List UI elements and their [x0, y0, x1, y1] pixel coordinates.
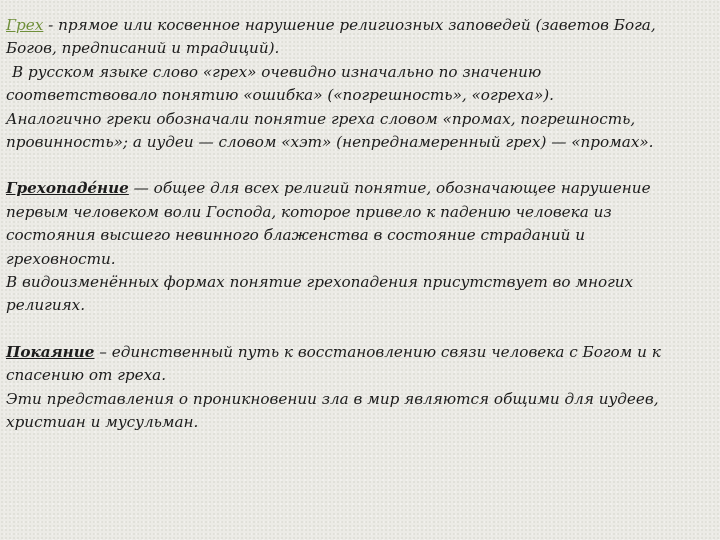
fall-line-3: состояния высшего невинного блаженства в состояние страданий и — [6, 226, 586, 245]
fall-line-5: В видоизменённых формах понятие грехопадения присутствует во многих — [6, 273, 634, 292]
paragraph-gap — [6, 154, 712, 177]
sin-line-5: Аналогично греки обозначали понятие греха словом «промах, погрешность, — [6, 109, 636, 128]
repentance-line-3: Эти представления о проникновении зла в мир являются общими для иудеев, — [6, 389, 659, 408]
fall-line-2: первым человеком воли Господа, которое привело к падению человека из — [6, 202, 612, 221]
repentance-line-1 — [6, 341, 712, 364]
sin-line-1 — [6, 14, 712, 37]
paragraph-gap — [6, 318, 712, 341]
repentance-line-2: спасению от греха. — [6, 366, 167, 385]
repentance-line-1-text: – единственный путь к восстановлению связи человека с Богом и к — [94, 342, 661, 361]
sin-line-6: провинность»; а иудеи — словом «хэт» (непреднамеренный грех) — «промах». — [6, 133, 654, 152]
definition-repentance — [6, 341, 712, 435]
fall-term: Грехопаде́ние — [6, 179, 129, 198]
fall-line-1-text: — общее для всех религий понятие, обозначающее нарушение — [128, 179, 651, 198]
sin-line-3: В русском языке слово «грех» очевидно изначально по значению — [12, 62, 542, 81]
sin-line-1-text: - прямое или косвенное нарушение религиозных заповедей (заветов Бога, — [43, 16, 656, 34]
fall-line-4: греховности. — [6, 249, 116, 268]
repentance-term: Покаяние — [6, 342, 95, 361]
definition-fall — [6, 177, 712, 317]
slide-text — [6, 14, 712, 435]
fall-line-1 — [6, 177, 712, 200]
sin-term-link[interactable]: Грех — [6, 16, 44, 34]
repentance-line-4: христиан и мусульман. — [6, 413, 199, 432]
definition-sin — [6, 14, 712, 154]
sin-line-2: Богов, предписаний и традиций). — [6, 39, 280, 58]
sin-line-4: соответствовало понятию «ошибка» («погрешность», «огреха»). — [6, 86, 555, 105]
fall-line-6: религиях. — [6, 296, 86, 315]
